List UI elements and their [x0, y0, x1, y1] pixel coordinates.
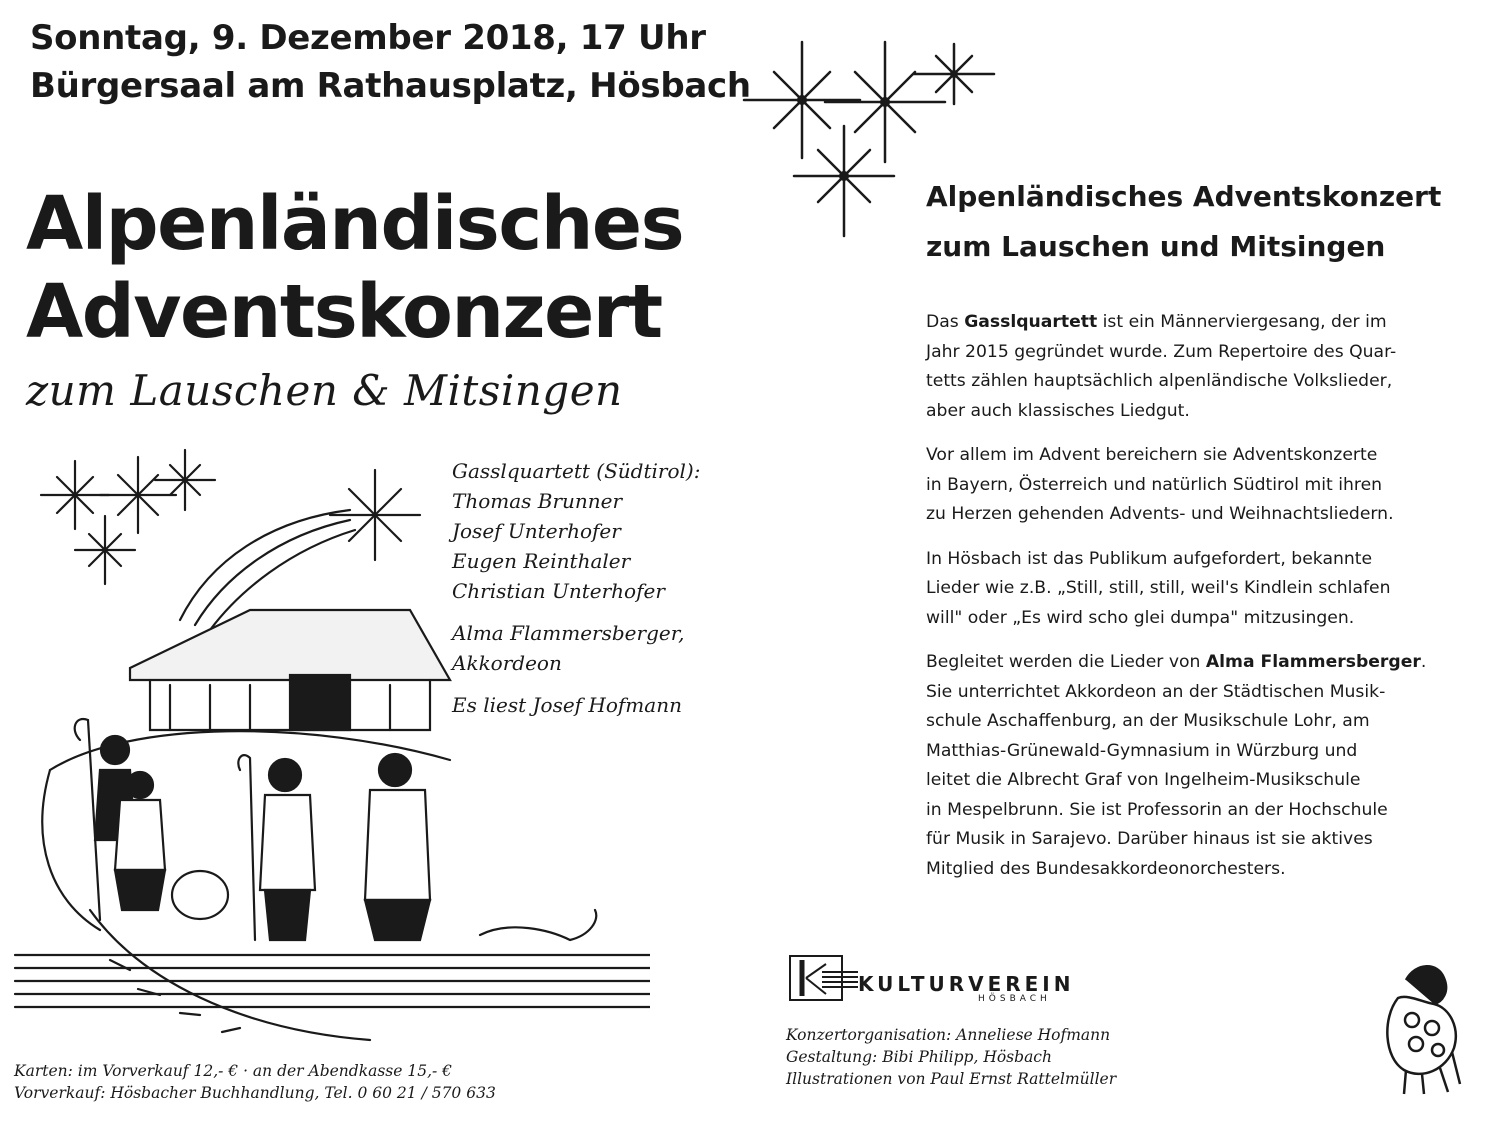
- bold-text: Alma Flammersberger: [1205, 652, 1421, 672]
- paragraph: [926, 648, 1446, 884]
- credit-design: Gestaltung: Bibi Philipp, Hösbach: [786, 1048, 1052, 1066]
- text-run: Lieder wie z.B. „Still, still, still, weil's Kindlein schlafen: [926, 578, 1391, 598]
- logo-name: KULTURVEREIN: [858, 972, 1075, 996]
- credits: [786, 1024, 1116, 1090]
- ticket-info: [14, 1060, 496, 1104]
- text-run: In Hösbach ist das Publikum aufgefordert, bekannte: [926, 548, 1373, 569]
- reader: Es liest Josef Hofmann: [452, 693, 682, 717]
- performer-group: Gasslquartett (Südtirol):: [452, 459, 701, 483]
- ticket-prices: Karten: im Vorverkauf 12,- € · an der Abendkasse 15,- €: [14, 1062, 453, 1080]
- paragraph: [926, 308, 1446, 426]
- text-run: für Musik in Sarajevo. Darüber hinaus ist sie aktives: [926, 829, 1373, 849]
- main-subtitle: zum Lauschen & Mitsingen: [26, 366, 623, 415]
- text-run: zu Herzen gehenden Advents- und Weihnachtsliedern.: [926, 504, 1394, 524]
- paragraph: [926, 545, 1446, 634]
- text-run: schule Aschaffenburg, an der Musikschule Lohr, am: [926, 711, 1370, 731]
- text-run: aber auch klassisches Liedgut.: [926, 400, 1190, 421]
- main-title: [26, 180, 683, 356]
- text-run: Vor allem im Advent bereichern sie Adventskonzerte: [926, 445, 1378, 465]
- text-run: leitet die Albrecht Graf von Ingelheim-Musikschule: [926, 770, 1361, 790]
- text-run: ist ein Männerviergesang, der im: [1097, 312, 1387, 332]
- text-run: Mitglied des Bundesakkordeonorchesters.: [926, 858, 1286, 879]
- text-run: tetts zählen hauptsächlich alpenländische Volkslieder,: [926, 371, 1393, 391]
- event-venue: Bürgersaal am Rathausplatz, Hösbach: [30, 66, 751, 106]
- performer-member: Thomas Brunner: [452, 489, 623, 513]
- event-date: Sonntag, 9. Dezember 2018, 17 Uhr: [30, 18, 706, 58]
- accordion-player: Alma Flammersberger,: [452, 621, 685, 645]
- performer-member: Christian Unterhofer: [452, 579, 665, 603]
- sheep-icon: [1376, 958, 1466, 1098]
- text-run: Begleitet werden die Lieder von: [926, 652, 1206, 672]
- bold-text: Gasslquartett: [964, 312, 1098, 332]
- shepherd-scene-illustration: [10, 440, 650, 1080]
- title-line-2: Adventskonzert: [26, 269, 662, 355]
- accordion-role: Akkordeon: [452, 651, 562, 675]
- text-run: Jahr 2015 gegründet wurde. Zum Repertoire des Quar-: [926, 341, 1397, 362]
- text-run: will" oder „Es wird scho glei dumpa" mitzusingen.: [926, 607, 1355, 628]
- right-heading: [926, 172, 1441, 272]
- text-run: Matthias-Grünewald-Gymnasium in Würzburg und: [926, 740, 1358, 761]
- text-run: Das: [926, 312, 965, 332]
- kulturverein-logo: [782, 950, 862, 1010]
- logo-place: HÖSBACH: [978, 994, 1051, 1004]
- description-text: [926, 308, 1446, 899]
- paragraph: [926, 441, 1446, 530]
- performer-member: Josef Unterhofer: [452, 519, 621, 543]
- text-run: Sie unterrichtet Akkordeon an der Städtischen Musik-: [926, 681, 1386, 702]
- text-run: .: [1420, 652, 1427, 672]
- presale-info: Vorverkauf: Hösbacher Buchhandlung, Tel. 0 60 21 / 570 633: [14, 1084, 496, 1102]
- credit-illustrations: Illustrationen von Paul Ernst Rattelmüller: [786, 1070, 1117, 1088]
- right-heading-line-2: zum Lauschen und Mitsingen: [926, 230, 1386, 263]
- title-line-1: Alpenländisches: [26, 181, 684, 267]
- text-run: in Bayern, Österreich und natürlich Südtirol mit ihren: [926, 474, 1383, 495]
- right-heading-line-1: Alpenländisches Adventskonzert: [926, 180, 1442, 213]
- event-header: [30, 14, 751, 110]
- credit-organisation: Konzertorganisation: Anneliese Hofmann: [786, 1026, 1111, 1044]
- performer-member: Eugen Reinthaler: [452, 549, 631, 573]
- text-run: in Mespelbrunn. Sie ist Professorin an der Hochschule: [926, 799, 1388, 820]
